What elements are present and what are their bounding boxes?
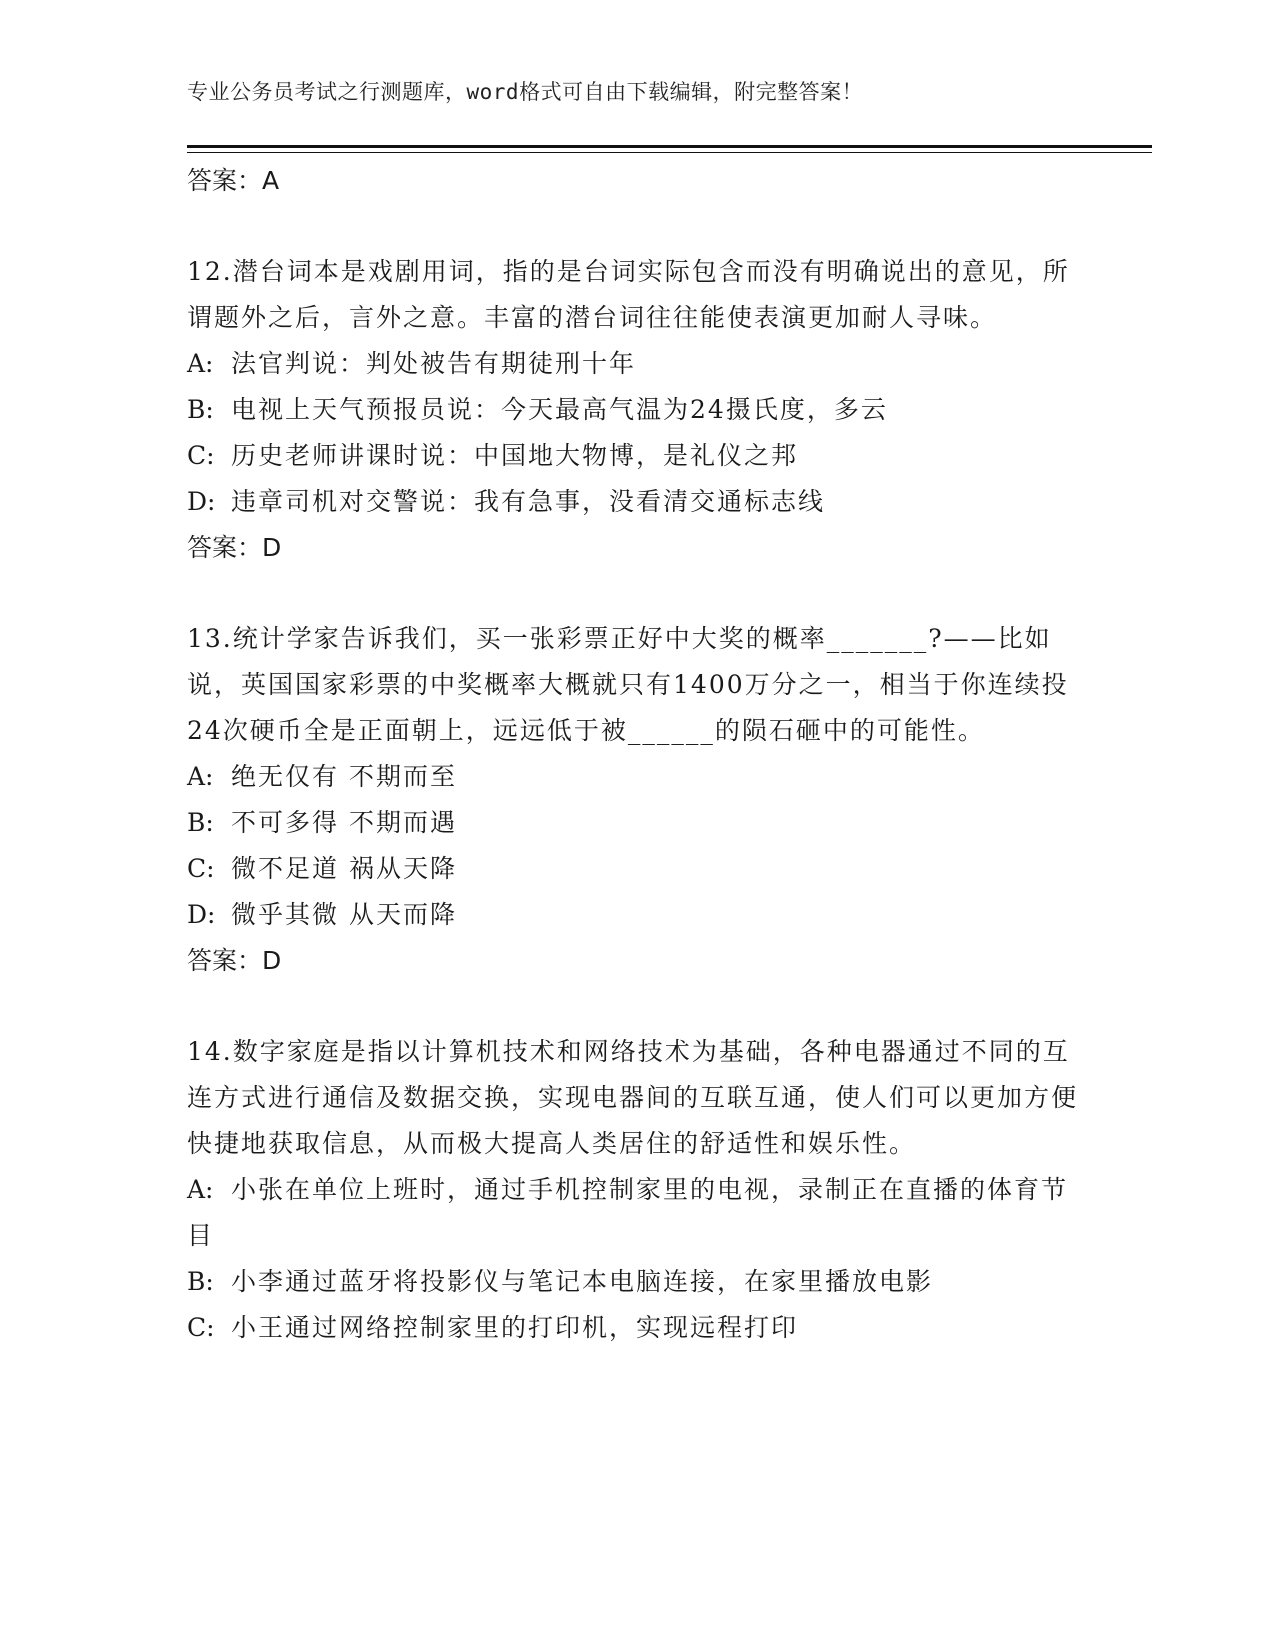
question-12-option-d: [187, 479, 1087, 525]
option-label: A:: [187, 762, 214, 791]
question-13-option-c: [187, 846, 1087, 892]
question-14-option-c: [187, 1305, 1087, 1351]
option-label: D:: [187, 487, 216, 516]
document-body: [187, 158, 1087, 1351]
option-text: 小张在单位上班时，通过手机控制家里的电视，录制正在直播的体育节目: [187, 1175, 1069, 1250]
question-13-text: 13.统计学家告诉我们，买一张彩票正好中大奖的概率_______?——比如说，英国国家彩票的中奖概率大概就只有1400万分之一，相当于你连续投24次硬币全是正面朝上，远远低于被______的陨石砸中的可能性。: [187, 624, 1069, 745]
option-text: 微乎其微 从天而降: [231, 900, 457, 929]
question-14: [187, 1029, 1087, 1351]
option-text: 历史老师讲课时说：中国地大物博，是礼仪之邦: [231, 441, 799, 470]
header-rule-thin: [187, 152, 1152, 153]
option-label: D:: [187, 900, 216, 929]
question-14-option-b: [187, 1259, 1087, 1305]
option-label: B:: [187, 1267, 214, 1296]
option-label: C:: [187, 441, 215, 470]
option-label: B:: [187, 395, 214, 424]
option-text: 不可多得 不期而遇: [231, 808, 457, 837]
question-13-option-b: [187, 800, 1087, 846]
option-label: C:: [187, 854, 215, 883]
question-12: [187, 249, 1087, 571]
option-label: A:: [187, 1175, 214, 1204]
question-12-option-a: [187, 341, 1087, 387]
question-12-option-c: [187, 433, 1087, 479]
question-13-option-a: [187, 754, 1087, 800]
answer-13: 答案：D: [187, 946, 282, 975]
question-12-option-b: [187, 387, 1087, 433]
option-text: 绝无仅有 不期而至: [231, 762, 457, 791]
question-13-option-d: [187, 892, 1087, 938]
option-text: 电视上天气预报员说：今天最高气温为24摄氏度，多云: [231, 395, 888, 424]
answer-11: 答案：A: [187, 166, 280, 195]
answer-12: 答案：D: [187, 533, 282, 562]
option-text: 违章司机对交警说：我有急事，没看清交通标志线: [231, 487, 826, 516]
question-14-text: 14.数字家庭是指以计算机技术和网络技术为基础，各种电器通过不同的互连方式进行通信及数据交换，实现电器间的互联互通，使人们可以更加方便快捷地获取信息，从而极大提高人类居住的舒适性和娱乐性。: [187, 1037, 1079, 1158]
question-12-text: 12.潜台词本是戏剧用词，指的是台词实际包含而没有明确说出的意见，所谓题外之后，言外之意。丰富的潜台词往往能使表演更加耐人寻味。: [187, 257, 1070, 332]
option-text: 法官判说：判处被告有期徒刑十年: [231, 349, 637, 378]
option-text: 微不足道 祸从天降: [231, 854, 457, 883]
page-header: 专业公务员考试之行测题库，word格式可自由下载编辑，附完整答案！: [187, 80, 864, 104]
header-rule-thick: [187, 145, 1152, 148]
option-label: A:: [187, 349, 214, 378]
option-label: C:: [187, 1313, 215, 1342]
option-text: 小王通过网络控制家里的打印机，实现远程打印: [231, 1313, 799, 1342]
question-14-option-a: [187, 1167, 1087, 1259]
option-label: B:: [187, 808, 214, 837]
option-text: 小李通过蓝牙将投影仪与笔记本电脑连接，在家里播放电影: [231, 1267, 934, 1296]
question-13: [187, 616, 1087, 984]
